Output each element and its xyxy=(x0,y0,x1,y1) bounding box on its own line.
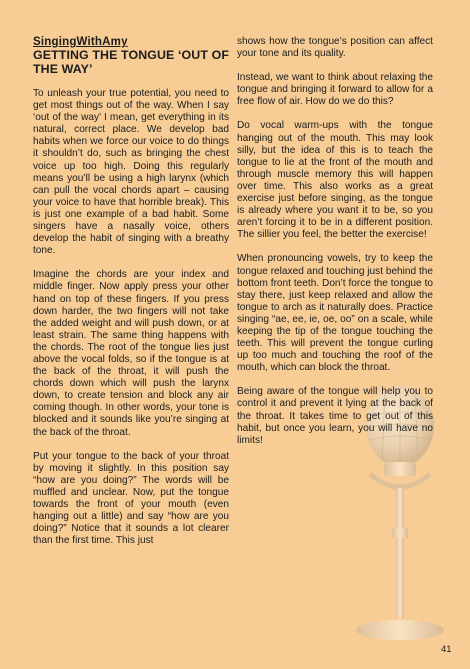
article-title: GETTING THE TONGUE ‘OUT OF THE WAY’ xyxy=(33,48,229,76)
right-column xyxy=(237,36,433,459)
paragraph: Instead, we want to think about relaxing the tongue and bringing it forward to allow for a free flow of air. How do we do this? xyxy=(237,72,433,108)
paragraph: shows how the tongue’s position can affect your tone and its quality. xyxy=(237,36,433,60)
left-column xyxy=(33,36,229,559)
paragraph: To unleash your true potential, you need to get most things out of the way. When I say ‘out of the way’ I mean, get everything in its natural, correct place. We develop bad habits when we force our voice to do things it shouldn’t do, such as bringing the chest voice up too high. Doing this regularly means you’ll be using a high larynx (which can pull the vocal chords apart – causing your voice to have that horrible break). This is just one example of a bad habit. Some singers have a nasally voice, others develop the habit of singing with a breathy tone. xyxy=(33,88,229,257)
paragraph: Being aware of the tongue will help you to control it and prevent it lying at the back of the throat. It takes time to get out of this habit, but once you learn, you will have no limits! xyxy=(237,386,433,446)
paragraph: When pronouncing vowels, try to keep the tongue relaxed and touching just behind the bottom front teeth. Don’t force the tongue to stay there, just keep relaxed and allow the tongue to arch as it naturally does. Practice singing “ae, ee, ie, oe, oo” on a scale, while keeping the tip of the tongue touching the teeth. This will prevent the tongue curling up too much and touching the roof of the mouth, which can block the throat. xyxy=(237,253,433,374)
paragraph: Do vocal warm-ups with the tongue hanging out of the mouth. This may look silly, but the idea of this is to teach the tongue to lie at the front of the mouth and through muscle memory this will happen over time. This also works as a great exercise just before singing, as the tongue is already where you want it to be, so you aren’t forcing it to be in a different position. The sillier you feel, the better the exercise! xyxy=(237,120,433,241)
page-number: 41 xyxy=(441,644,452,655)
section-kicker: SingingWithAmy xyxy=(33,36,128,48)
paragraph: Put your tongue to the back of your throat by moving it slightly. In this position say “how are you doing?” The words will be muffled and unclear. Now, put the tongue towards the front of your mouth (even hanging out a little) and say “how are you doing?” Notice that it sounds a lot clearer than the first time. This just xyxy=(33,450,229,547)
paragraph: Imagine the chords are your index and middle finger. Now apply press your other hand on top of these fingers. If you press down harder, the two fingers will not take the added weight and will push down, or at least strain. The same thing happens with the chords. The root of the tongue lies just above the vocal folds, so if the tongue is at the back of the throat, it will push the chords down which will push the larynx down, to create tension and block any air coming though. In other words, your tone is blocked and it sounds like you’re singing at the back of the throat. xyxy=(33,269,229,438)
